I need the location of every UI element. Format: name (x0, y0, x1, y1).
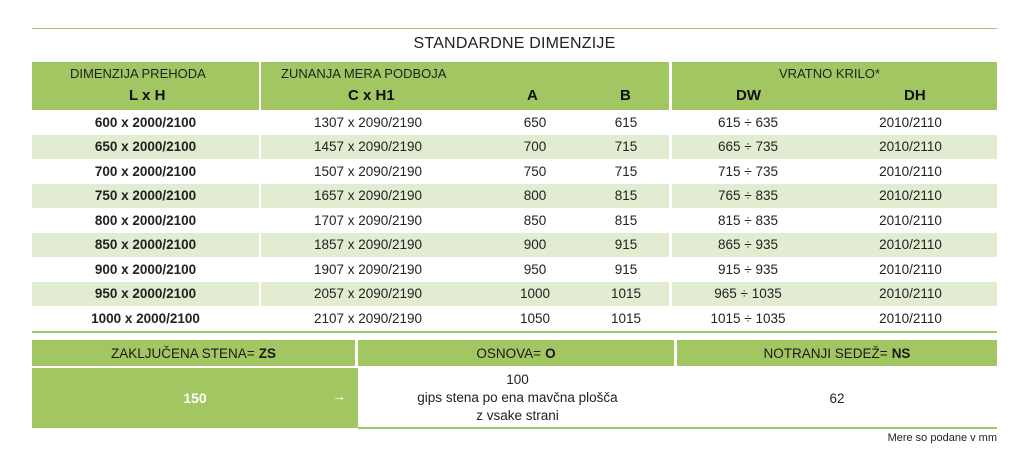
inner-seat-value: 62 (829, 390, 845, 406)
cell-cxh1: 1907 x 2090/2190 (313, 261, 423, 277)
cell-a: 900 (523, 237, 547, 253)
table-row (32, 110, 997, 135)
header-sub-cxh1: C x H1 (348, 87, 395, 104)
cell-cxh1: 2107 x 2090/2190 (313, 310, 423, 326)
cell-cxh1: 1657 x 2090/2190 (313, 188, 423, 204)
code: ZS (258, 345, 276, 361)
cell-b: 815 (614, 212, 638, 228)
cell-lxh (32, 110, 259, 135)
arrow-right-icon: → (332, 388, 346, 404)
frame-cells (261, 306, 669, 331)
header-closed-wall (32, 340, 355, 366)
table-row (32, 184, 997, 209)
cell-dh: 2010/2110 (879, 261, 942, 277)
cell-b: 715 (614, 163, 638, 179)
frame-cells (261, 233, 669, 258)
frame-cells (261, 135, 669, 160)
cell-lxh (32, 135, 259, 160)
header-sub-lxh: L x H (129, 87, 166, 104)
cell-cxh1: 1857 x 2090/2190 (313, 237, 423, 253)
cell-lxh (32, 233, 259, 258)
frame-cells (261, 110, 669, 135)
cell-a: 1000 (519, 286, 551, 302)
header-base (358, 340, 674, 366)
base-line: gips stena po ena mavčna plošča (417, 390, 618, 405)
header-sub-dh: DH (904, 87, 926, 104)
units-note: Mere so podane v mm (887, 432, 997, 444)
cell-dh: 2010/2110 (879, 212, 942, 228)
cell-cxh1: 1457 x 2090/2190 (313, 139, 423, 155)
cell-b: 1015 (610, 286, 642, 302)
cell-text: 900 x 2000/2100 (94, 261, 197, 277)
cell-lxh (32, 184, 259, 209)
cell-a: 800 (523, 188, 547, 204)
cell-dw: 815 ÷ 835 (718, 212, 778, 228)
label: ZAKLJUČENA STENA= (111, 345, 255, 361)
header-group-door-leaf (672, 62, 997, 110)
cell-dw: 865 ÷ 935 (718, 237, 778, 253)
code: NS (891, 345, 911, 361)
cell-lxh (32, 208, 259, 233)
cell-a: 950 (523, 261, 547, 277)
cell-a: 1050 (519, 310, 551, 326)
code: O (545, 345, 556, 361)
cell-text: 950 x 2000/2100 (94, 286, 197, 302)
wall-table-body (32, 368, 997, 428)
header-label: DIMENZIJA PREHODA (70, 66, 206, 81)
cell-text: 1000 x 2000/2100 (91, 310, 200, 326)
door-leaf-cells (672, 306, 997, 331)
cell-b: 715 (614, 139, 638, 155)
cell-a: 850 (523, 212, 547, 228)
cell-dw: 615 ÷ 635 (718, 114, 778, 130)
cell-a: 650 (523, 114, 547, 130)
cell-a: 700 (523, 139, 547, 155)
cell-dh: 2010/2110 (879, 114, 942, 130)
table-row (32, 135, 997, 160)
base-line: 100 (506, 372, 529, 387)
cell-b: 915 (614, 261, 638, 277)
table-row (32, 257, 997, 282)
cell-b: 1015 (610, 310, 642, 326)
table-header (32, 62, 997, 110)
header-inner-seat (677, 340, 997, 366)
frame-cells (261, 257, 669, 282)
cell-cxh1: 1507 x 2090/2190 (313, 163, 423, 179)
frame-cells (261, 208, 669, 233)
cell-text: 700 x 2000/2100 (94, 163, 197, 179)
cell-b: 815 (614, 188, 638, 204)
cell-dh: 2010/2110 (879, 188, 942, 204)
table-row (32, 208, 997, 233)
cell-text: 750 x 2000/2100 (94, 188, 197, 204)
cell-dh: 2010/2110 (879, 286, 942, 302)
cell-dh: 2010/2110 (879, 163, 942, 179)
frame-cells (261, 159, 669, 184)
cell-cxh1: 1307 x 2090/2190 (313, 114, 423, 130)
frame-cells (261, 184, 669, 209)
door-leaf-cells (672, 208, 997, 233)
cell-text: 600 x 2000/2100 (94, 114, 197, 130)
door-leaf-cells (672, 184, 997, 209)
wall-table-header (32, 340, 997, 366)
base-line: z vsake strani (476, 408, 559, 423)
closed-wall-value-cell (32, 368, 358, 428)
base-value-cell (358, 368, 677, 428)
cell-text: 800 x 2000/2100 (94, 212, 197, 228)
cell-lxh (32, 257, 259, 282)
cell-lxh (32, 306, 259, 331)
door-leaf-cells (672, 282, 997, 307)
header-label: VRATNO KRILO* (779, 66, 880, 81)
cell-dh: 2010/2110 (879, 139, 942, 155)
cell-dw: 915 ÷ 935 (718, 261, 778, 277)
label: OSNOVA= (476, 345, 542, 361)
cell-text: 650 x 2000/2100 (94, 139, 197, 155)
cell-dh: 2010/2110 (879, 310, 942, 326)
door-leaf-cells (672, 257, 997, 282)
wall-table-bottom-rule (358, 427, 997, 429)
cell-cxh1: 1707 x 2090/2190 (313, 212, 423, 228)
cell-lxh (32, 159, 259, 184)
cell-dh: 2010/2110 (879, 237, 942, 253)
cell-b: 615 (614, 114, 638, 130)
dimensions-table (32, 62, 997, 333)
cell-dw: 665 ÷ 735 (718, 139, 778, 155)
label: NOTRANJI SEDEŽ= (763, 345, 888, 361)
closed-wall-value: 150 (183, 390, 207, 406)
table-row (32, 306, 997, 331)
header-label: ZUNANJA MERA PODBOJA (281, 66, 447, 81)
cell-dw: 765 ÷ 835 (718, 188, 778, 204)
top-rule (32, 28, 997, 29)
header-group-frame (261, 62, 669, 110)
cell-a: 750 (523, 163, 547, 179)
door-leaf-cells (672, 135, 997, 160)
table-bottom-rule (32, 331, 997, 333)
door-leaf-cells (672, 159, 997, 184)
table-row (32, 159, 997, 184)
cell-dw: 715 ÷ 735 (718, 163, 778, 179)
door-leaf-cells (672, 233, 997, 258)
table-row (32, 282, 997, 307)
table-row (32, 233, 997, 258)
frame-cells (261, 282, 669, 307)
door-leaf-cells (672, 110, 997, 135)
cell-cxh1: 2057 x 2090/2190 (313, 286, 423, 302)
header-sub-a: A (527, 87, 538, 104)
cell-text: 850 x 2000/2100 (94, 237, 197, 253)
header-group-passage (32, 62, 259, 110)
header-sub-dw: DW (736, 87, 761, 104)
cell-dw: 965 ÷ 1035 (714, 286, 782, 302)
cell-b: 915 (614, 237, 638, 253)
cell-dw: 1015 ÷ 1035 (710, 310, 786, 326)
header-sub-b: B (620, 87, 631, 104)
table-title: STANDARDNE DIMENZIJE (413, 35, 616, 52)
wall-table (32, 340, 997, 428)
cell-lxh (32, 282, 259, 307)
inner-seat-value-cell (677, 368, 997, 428)
